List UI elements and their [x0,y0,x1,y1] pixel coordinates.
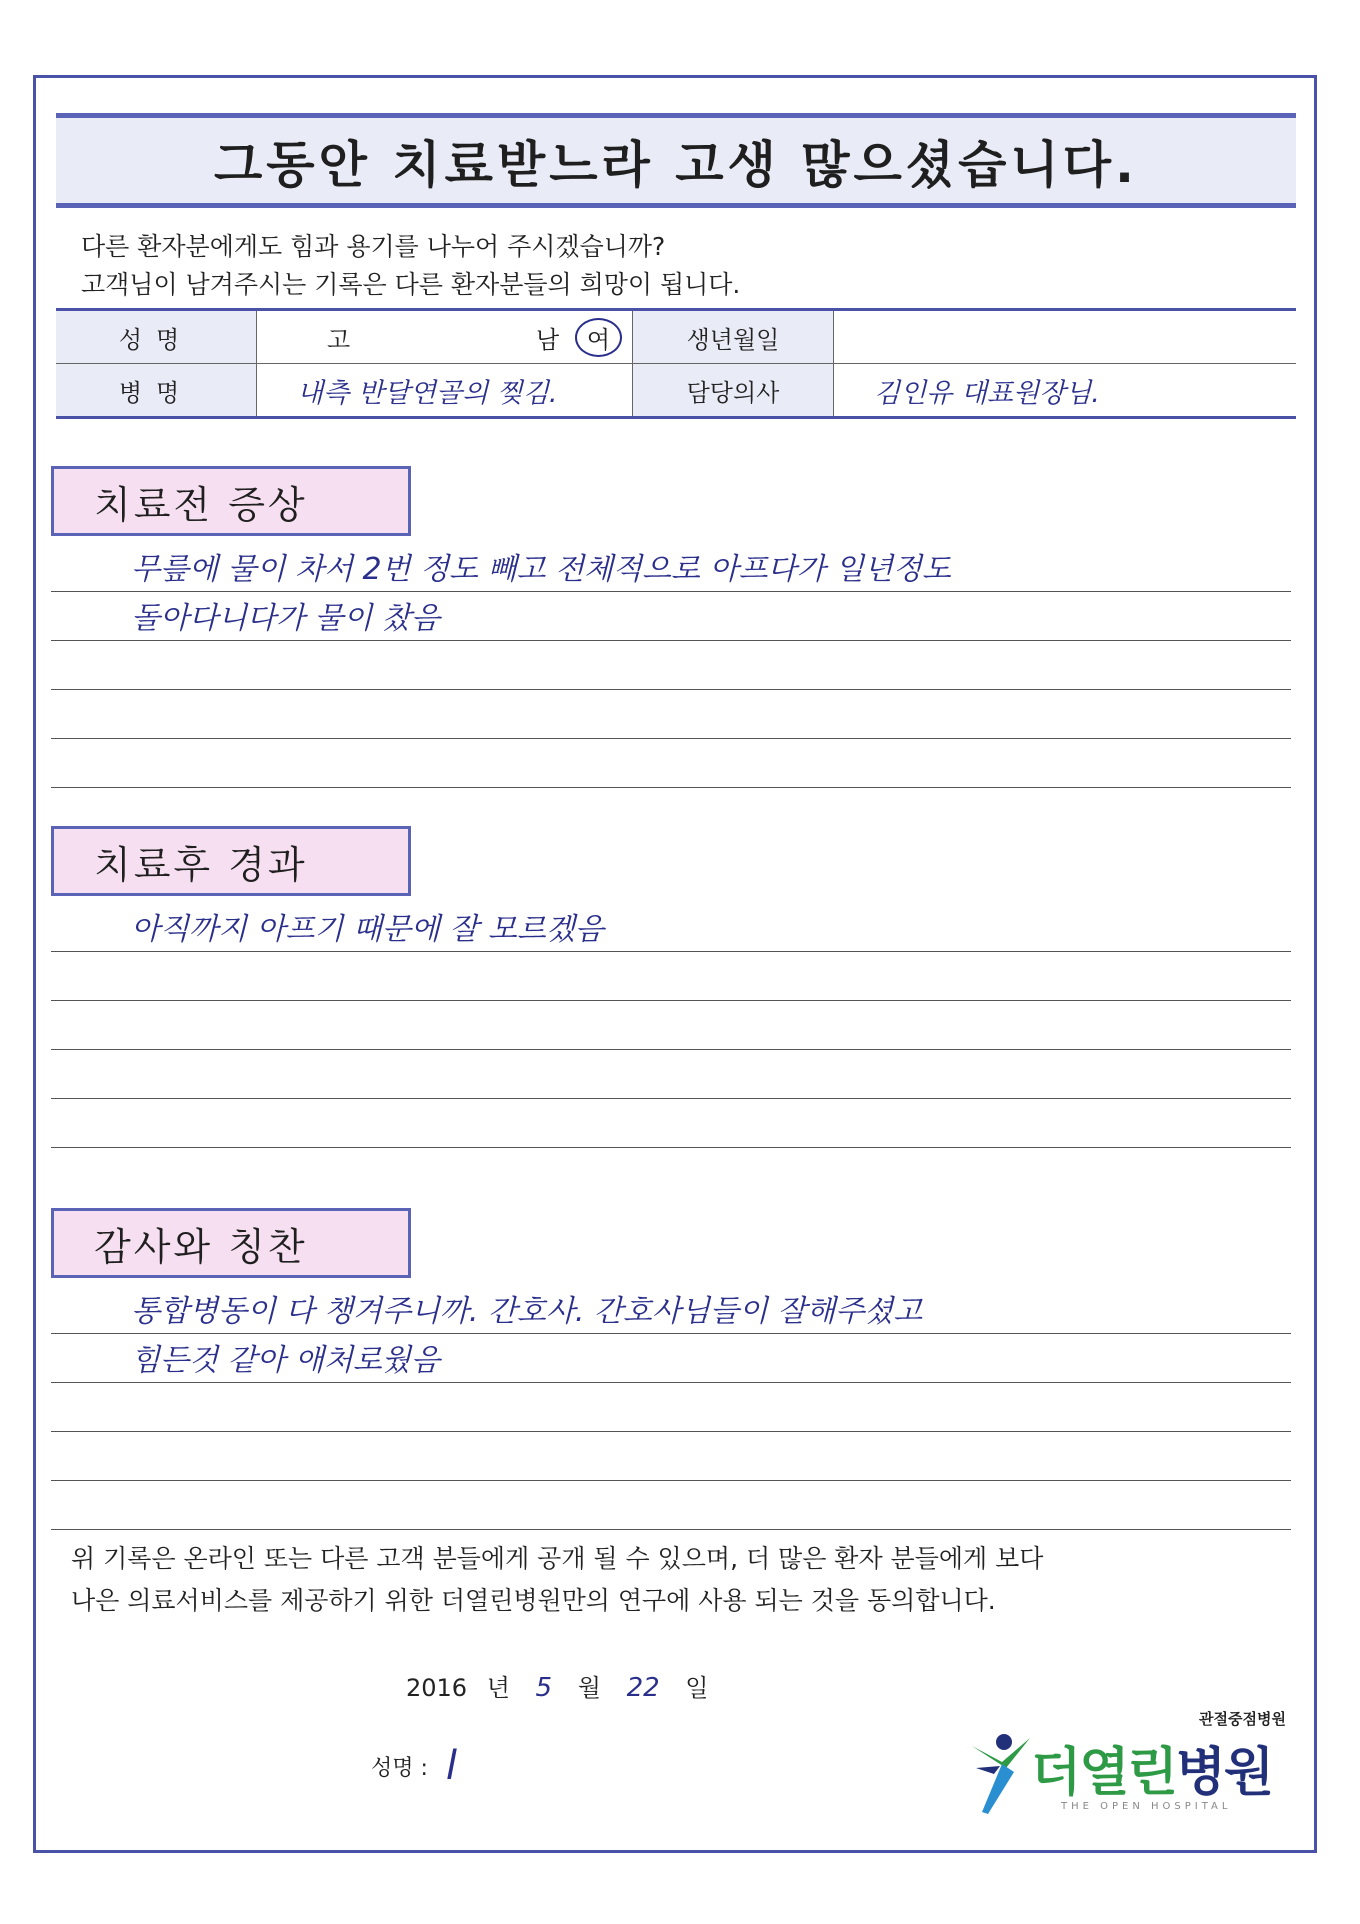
logo-name-navy: 병원 [1175,1743,1273,1803]
patient-info-table [56,308,1296,419]
gender-selector [536,318,622,357]
logo-figure-icon [966,1728,1036,1818]
gender-male: 남 [535,325,560,354]
writing-line [51,1285,1291,1334]
disease-label: 병명 [56,364,257,418]
date-day: 22 [626,1673,660,1703]
date-month: 5 [535,1673,553,1703]
date-field [406,1668,708,1703]
name-value: 고 [327,325,351,354]
writing-line [51,641,1291,690]
intro-line-1: 다른 환자분에게도 힘과 용기를 나누어 주시겠습니까? [81,232,666,261]
handwritten-text: 돌아다니다가 물이 찼음 [131,601,440,636]
disease-value: 내측 반달연골의 찢김. [297,377,558,409]
section-after-header [51,826,411,896]
disease-cell [257,364,633,418]
consent-text [56,1538,1296,1622]
info-row-disease [56,364,1296,418]
writing-line [51,903,1291,952]
writing-line [51,1383,1291,1432]
writing-line [51,1432,1291,1481]
writing-line [51,1099,1291,1148]
section-thanks-title: 감사와 칭찬 [94,1224,308,1269]
intro-line-2: 고객님이 남겨주시는 기록은 다른 환자분들의 희망이 됩니다. [81,270,741,299]
logo-english: THE OPEN HOSPITAL [1061,1801,1232,1812]
consent-line-2: 나은 의료서비스를 제공하기 위한 더열린병원만의 연구에 사용 되는 것을 동의합니다. [71,1586,996,1615]
consent-line-1: 위 기록은 온라인 또는 다른 고객 분들에게 공개 될 수 있으며, 더 많은 환자 분들에게 보다 [71,1544,1044,1573]
signature-label: 성명 : [371,1755,428,1781]
doctor-label: 담당의사 [633,364,834,418]
writing-line [51,592,1291,641]
title-banner [56,113,1296,208]
gender-female: 여 [586,325,610,354]
info-row-name [56,310,1296,364]
date-year: 2016 [406,1674,468,1702]
birth-label: 생년월일 [633,310,834,364]
handwritten-text: 무릎에 물이 차서 2번 정도 빼고 전체적으로 아프다가 일년정도 [131,552,951,587]
page-title: 그동안 치료받느라 고생 많으셨습니다. [213,135,1138,194]
date-day-unit: 일 [685,1674,709,1702]
section-thanks-lines [51,1285,1291,1530]
writing-line [51,543,1291,592]
section-thanks-header [51,1208,411,1278]
name-cell [257,310,633,364]
logo-name-green: 더열린 [1031,1743,1176,1803]
handwritten-text: 통합병동이 다 챙겨주니까. 간호사. 간호사님들이 잘해주셨고 [131,1294,923,1329]
gender-female-circled [575,318,622,357]
signature-value: l [445,1743,458,1789]
logo-subtitle: 관절중점병원 [1199,1710,1286,1728]
doctor-value: 김인유 대표원장님. [874,377,1100,409]
date-year-unit: 년 [486,1674,510,1702]
form-frame [33,75,1317,1853]
handwritten-text: 힘든것 같아 애처로웠음 [131,1343,440,1378]
name-label: 성명 [56,310,257,364]
writing-line [51,1001,1291,1050]
section-before-title: 치료전 증상 [94,482,308,527]
section-before-header [51,466,411,536]
doctor-cell [834,364,1297,418]
writing-line [51,1050,1291,1099]
writing-line [51,739,1291,788]
writing-line [51,1481,1291,1530]
section-before-lines [51,543,1291,788]
writing-line [51,1334,1291,1383]
signature-field [371,1743,457,1789]
date-month-unit: 월 [577,1674,601,1702]
writing-line [51,690,1291,739]
logo-name [1031,1730,1272,1805]
writing-line [51,952,1291,1001]
birth-value [834,310,1297,364]
section-after-title: 치료후 경과 [94,842,308,887]
hospital-logo [966,1708,1286,1828]
intro-text [81,228,740,304]
section-after-lines [51,903,1291,1148]
handwritten-text: 아직까지 아프기 때문에 잘 모르겠음 [131,912,604,947]
